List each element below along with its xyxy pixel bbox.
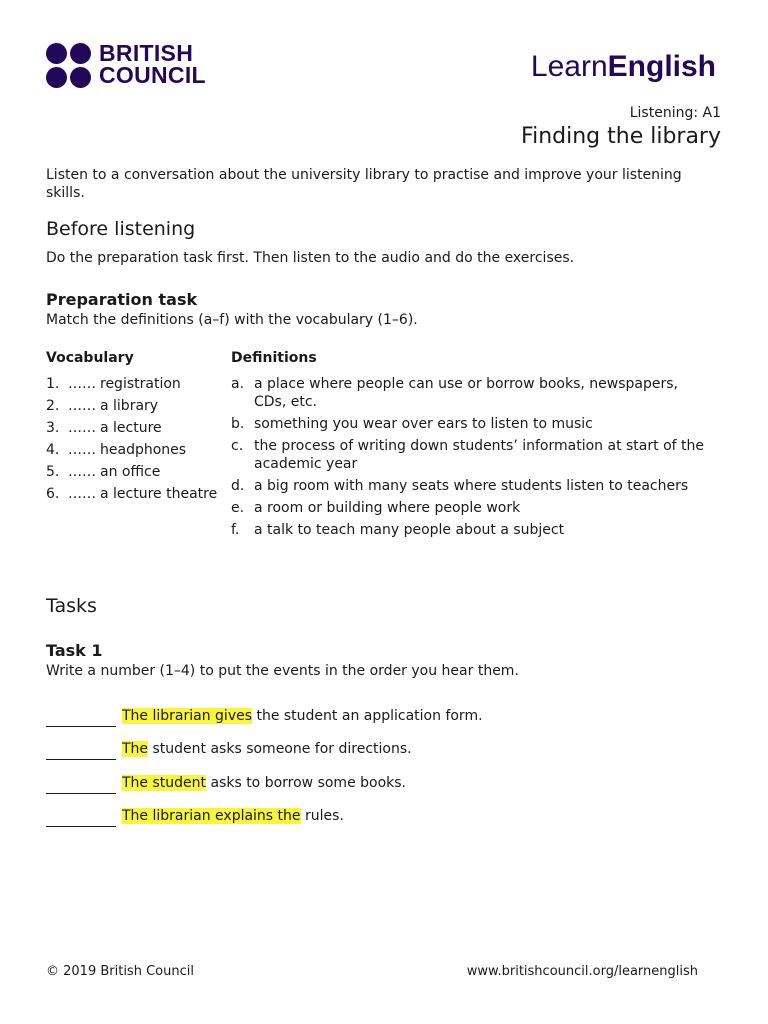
answer-blank[interactable] <box>46 741 116 760</box>
task-item: The librarian gives the student an application form. <box>46 708 483 741</box>
level-label: Listening: A1 <box>629 105 721 121</box>
vocab-item: 6. …… a lecture theatre <box>46 486 218 502</box>
intro-text: Listen to a conversation about the university library to practise and improve your listening skills. <box>46 167 682 201</box>
vocab-item: 2. …… a library <box>46 398 159 414</box>
footer-copyright: © 2019 British Council <box>46 964 194 979</box>
vocab-item: 5. …… an office <box>46 464 161 480</box>
brand-line-1: BRITISH <box>99 40 194 66</box>
answer-blank[interactable] <box>46 808 116 827</box>
vocab-item: 4. …… headphones <box>46 442 187 458</box>
british-council-dots-icon <box>46 43 92 89</box>
task1-instruction: Write a number (1–4) to put the events in the order you hear them. <box>46 663 519 679</box>
definition-item: f. a talk to teach many people about a subject <box>231 522 565 538</box>
task-item: The student asks someone for directions. <box>46 741 483 774</box>
vocab-item: 1. …… registration <box>46 376 181 392</box>
answer-blank[interactable] <box>46 775 116 794</box>
logo-learn: Learn <box>530 50 608 83</box>
logo-english: English <box>607 50 716 83</box>
vocabulary-list <box>46 375 217 507</box>
task1-list <box>46 708 483 841</box>
learnenglish-logo <box>531 50 716 84</box>
footer-url[interactable]: www.britishcouncil.org/learnenglish <box>466 964 698 979</box>
before-listening-heading: Before listening <box>46 218 196 240</box>
preparation-instruction: Match the definitions (a–f) with the vocabulary (1–6). <box>46 312 418 328</box>
brand-line-2: COUNCIL <box>99 62 206 88</box>
before-listening-text: Do the preparation task first. Then listen to the audio and do the exercises. <box>46 250 575 266</box>
vocabulary-heading: Vocabulary <box>46 350 134 366</box>
task1-heading: Task 1 <box>46 641 103 660</box>
preparation-heading: Preparation task <box>46 290 198 309</box>
answer-blank[interactable] <box>46 708 116 727</box>
definition-item: d. a big room with many seats where students listen to teachers <box>231 478 689 494</box>
definitions-heading: Definitions <box>231 350 317 366</box>
vocab-item: 3. …… a lecture <box>46 420 162 436</box>
definition-item: b. something you wear over ears to listen to music <box>231 416 593 432</box>
tasks-heading: Tasks <box>46 595 97 617</box>
british-council-logo <box>46 40 216 89</box>
definition-item: e. a room or building where people work <box>231 500 521 516</box>
task-item: The librarian explains the rules. <box>46 808 483 841</box>
definitions-list <box>231 375 711 543</box>
task-item: The student asks to borrow some books. <box>46 775 483 808</box>
definition-item: a. a place where people can use or borrow books, newspapers, CDs, etc. <box>231 376 678 410</box>
page-title: Finding the library <box>521 124 721 149</box>
definition-item: c. the process of writing down students’ information at start of the academic year <box>231 438 704 472</box>
